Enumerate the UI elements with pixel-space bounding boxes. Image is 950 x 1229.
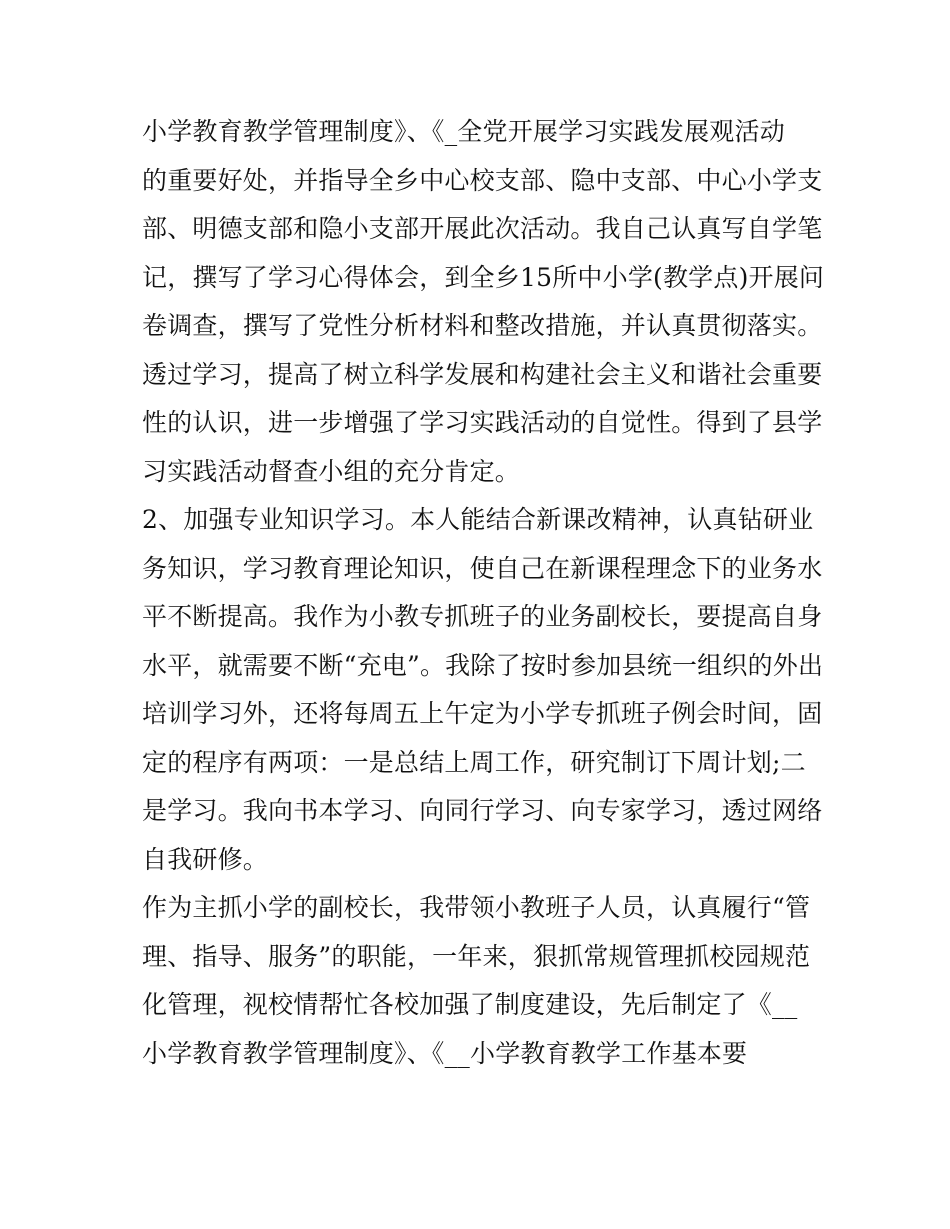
text-line: 平不断提高。我作为小教专抓班子的业务副校长，要提高自身 (142, 602, 823, 631)
text-line: 的重要好处，并指导全乡中心校支部、隐中支部、中心小学支 (142, 165, 823, 195)
text-line: 是学习。我向书本学习、向同行学习、向专家学习，透过网络 (142, 796, 823, 825)
text-line: 水平，就需要不断“充电”。我除了按时参加县统一组织的外出 (142, 650, 824, 680)
text-line: 培训学习外，还将每周五上午定为小学专抓班子例会时间，固 (142, 699, 823, 728)
text-line: 记，撰写了学习心得体会，到全乡15所中小学(教学点)开展问 (142, 262, 825, 292)
text-line: 卷调查，撰写了党性分析材料和整改措施，并认真贯彻落实。 (142, 311, 823, 340)
text-line: 2、加强专业知识学习。本人能结合新课改精神，认真钻研业 (142, 505, 814, 534)
text-line: 理、指导、服务”的职能，一年来，狠抓常规管理抓校园规范 (142, 941, 811, 971)
text-line: 定的程序有两项：一是总结上周工作，研究制订下周计划;二 (142, 747, 806, 777)
text-line: 性的认识，进一步增强了学习实践活动的自觉性。得到了县学 (142, 408, 823, 437)
text-line: 习实践活动督查小组的充分肯定。 (142, 456, 521, 486)
text-line: 部、明德支部和隐小支部开展此次活动。我自己认真写自学笔 (142, 214, 823, 243)
text-line: 透过学习，提高了树立科学发展和构建社会主义和谐社会重要 (142, 359, 823, 389)
text-line: 自我研修。 (142, 844, 269, 874)
text-line: 小学教育教学管理制度》、《__小学教育教学工作基本要 (142, 1038, 748, 1068)
text-line: 化管理，视校情帮忙各校加强了制度建设，先后制定了《__ (142, 990, 798, 1019)
text-line: 作为主抓小学的副校长，我带领小教班子人员，认真履行“管 (142, 893, 811, 922)
document-body (142, 108, 825, 1078)
text-line: 小学教育教学管理制度》、《_全党开展学习实践发展观活动 (142, 117, 785, 146)
text-line: 务知识，学习教育理论知识，使自己在新课程理念下的业务水 (142, 553, 823, 583)
